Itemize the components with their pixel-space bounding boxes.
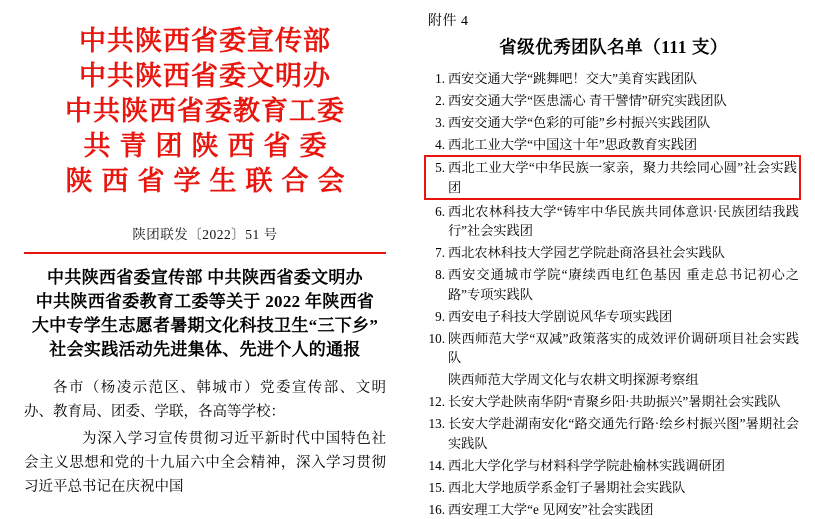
list-item-number xyxy=(428,370,448,390)
list-item-text: 西北农林科技大学园艺学院赴商洛县社会实践队 xyxy=(448,243,799,263)
list-item-text: 长安大学赴陕南华阴“青聚乡阳·共助振兴”暑期社会实践队 xyxy=(448,392,799,412)
list-item xyxy=(428,243,799,263)
list-item-number: 8. xyxy=(428,265,448,304)
issuing-agency-line: 中共陕西省委文明办 xyxy=(24,59,386,94)
list-item-text: 西北大学地质学系金钉子暑期社会实践队 xyxy=(448,478,799,498)
list-item-text: 西安交通城市学院“赓续西电红色基因 重走总书记初心之路”专项实践队 xyxy=(448,265,799,304)
document-body xyxy=(24,376,386,499)
list-item-number: 14. xyxy=(428,456,448,476)
issuing-agency-line: 共青团陕西省委 xyxy=(24,129,386,164)
list-item-number: 10. xyxy=(428,329,448,368)
list-item-number: 6. xyxy=(428,202,448,241)
list-item-number: 4. xyxy=(428,135,448,155)
list-item xyxy=(428,329,799,368)
list-item-number: 15. xyxy=(428,478,448,498)
list-item xyxy=(428,456,799,476)
body-paragraph: 为深入学习宣传贯彻习近平新时代中国特色社会主义思想和党的十九届六中全会精神，深入学习贯彻习近平总书记在庆祝中国 xyxy=(24,427,386,499)
list-item xyxy=(428,135,799,155)
document-title xyxy=(24,266,386,362)
list-item-number: 13. xyxy=(428,414,448,453)
issuing-agencies-header xyxy=(24,24,386,199)
list-item xyxy=(428,69,799,89)
list-item-text: 西安交通大学“色彩的可能”乡村振兴实践团队 xyxy=(448,113,799,133)
issuing-agency-line: 中共陕西省委宣传部 xyxy=(24,24,386,59)
list-item-number: 9. xyxy=(428,307,448,327)
list-item-text: 长安大学赴湖南安化“路交通先行路·绘乡村振兴图”暑期社会实践队 xyxy=(448,414,799,453)
document-title-line: 中共陕西省委宣传部 中共陕西省委文明办 xyxy=(24,266,386,290)
document-title-line: 大中专学生志愿者暑期文化科技卫生“三下乡” xyxy=(24,314,386,338)
list-item xyxy=(428,370,799,390)
list-item xyxy=(428,91,799,111)
list-item xyxy=(428,392,799,412)
list-item xyxy=(428,414,799,453)
document-title-line: 中共陕西省委教育工委等关于 2022 年陕西省 xyxy=(24,290,386,314)
list-item xyxy=(428,265,799,304)
list-item-text: 西安交通大学“跳舞吧！交大”美育实践团队 xyxy=(448,69,799,89)
right-document-panel xyxy=(410,0,815,499)
list-item xyxy=(428,202,799,241)
list-title: 省级优秀团队名单（111 支） xyxy=(428,34,799,59)
red-divider-rule xyxy=(24,252,386,254)
issuing-agency-line: 陕西省学生联合会 xyxy=(24,164,386,199)
list-item xyxy=(428,478,799,498)
list-item xyxy=(428,500,799,519)
list-item-number: 2. xyxy=(428,91,448,111)
list-item-number: 16. xyxy=(428,500,448,519)
list-item-number: 12. xyxy=(428,392,448,412)
issuing-agency-line: 中共陕西省委教育工委 xyxy=(24,94,386,129)
document-title-line: 社会实践活动先进集体、先进个人的通报 xyxy=(24,338,386,362)
document-number: 陕团联发〔2022〕51 号 xyxy=(24,223,386,243)
list-item-text: 西北农林科技大学“铸牢中华民族共同体意识·民族团结我践行”社会实践团 xyxy=(448,202,799,241)
attachment-label: 附件 4 xyxy=(428,10,799,30)
list-item-number: 7. xyxy=(428,243,448,263)
list-item-text: 西北大学化学与材料科学学院赴榆林实践调研团 xyxy=(448,456,799,476)
team-list xyxy=(428,69,799,519)
left-document-panel xyxy=(0,0,410,499)
list-item-text: 西安电子科技大学剧说风华专项实践团 xyxy=(448,307,799,327)
list-item-text: 西北工业大学“中国这十年”思政教育实践团 xyxy=(448,135,799,155)
list-item-text: 陕西师范大学周文化与农耕文明探源考察组 xyxy=(448,370,799,390)
list-item-text: 陕西师范大学“双减”政策落实的成效评价调研项目社会实践队 xyxy=(448,329,799,368)
list-item-number: 3. xyxy=(428,113,448,133)
body-paragraph: 各市（杨凌示范区、韩城市）党委宣传部、文明办、教育局、团委、学联，各高等学校： xyxy=(24,376,386,424)
list-item-text: 西安交通大学“医患濡心 青干譬情”研究实践团队 xyxy=(448,91,799,111)
list-item-text: 西北工业大学“中华民族一家亲，聚力共绘同心圆”社会实践团 xyxy=(448,158,797,197)
list-item xyxy=(428,113,799,133)
list-item-text: 西安理工大学“e 见网安”社会实践团 xyxy=(448,500,799,519)
list-item-number: 5. xyxy=(428,158,448,197)
list-item-highlighted xyxy=(426,157,799,198)
list-item-number: 1. xyxy=(428,69,448,89)
list-item xyxy=(428,307,799,327)
